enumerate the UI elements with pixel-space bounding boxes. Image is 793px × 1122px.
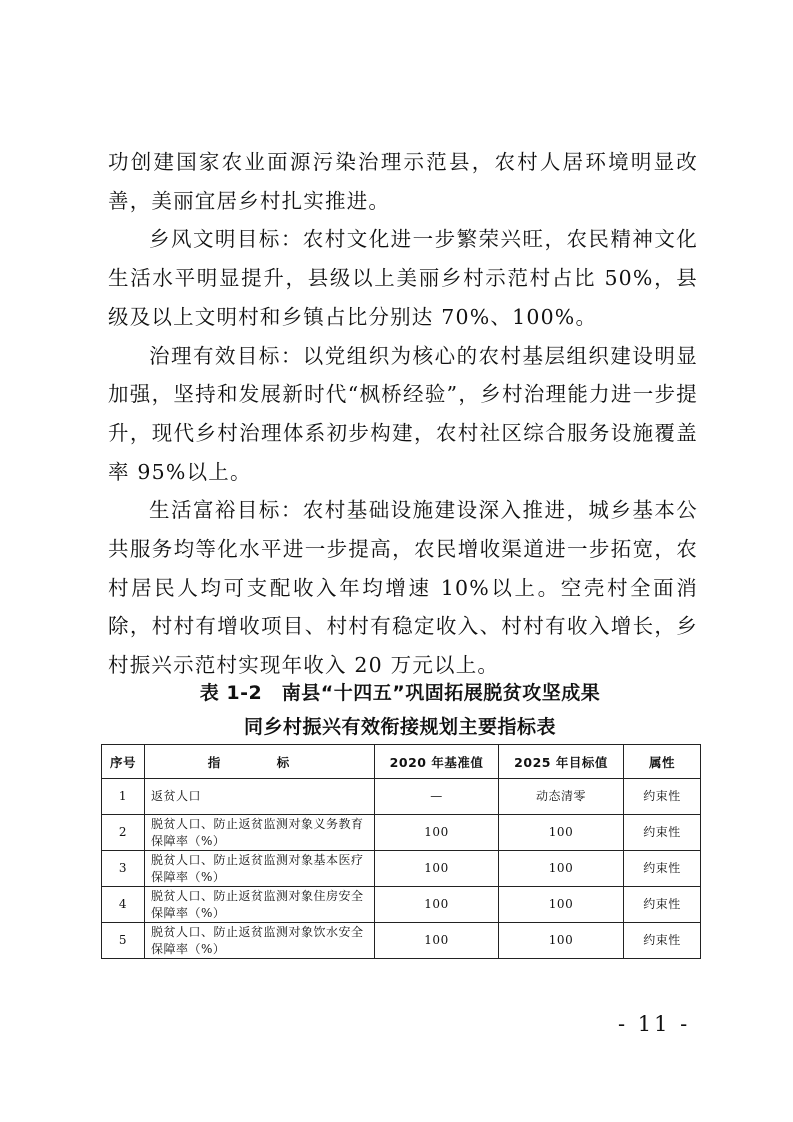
cell-target: 100 [499, 923, 624, 959]
paragraph-governance: 治理有效目标：以党组织为核心的农村基层组织建设明显加强，坚持和发展新时代“枫桥经验”，乡村治理能力进一步提升，现代乡村治理体系初步构建，农村社区综合服务设施覆盖率 95%以上。 [108, 343, 698, 484]
page-number: - 11 - [618, 1012, 691, 1036]
cell-seq: 2 [102, 815, 145, 851]
cell-target: 动态清零 [499, 779, 624, 815]
paragraph-rural-civilization: 乡风文明目标：农村文化进一步繁荣兴旺，农民精神文化生活水平明显提升，县级以上美丽乡村示范村占比 50%，县级及以上文明村和乡镇占比分别达 70%、100%。 [108, 227, 698, 329]
paragraph-prosperity: 生活富裕目标：农村基础设施建设深入推进，城乡基本公共服务均等化水平进一步提高，农民增收渠道进一步拓宽，农村居民人均可支配收入年均增速 10%以上。空壳村全面消除，村村有增收项目、村村有稳定收入、村村有收入增长，乡村振兴示范村实现年收入 20 万元以上。 [108, 498, 698, 678]
cell-indicator: 脱贫人口、防止返贫监测对象住房安全保障率（%） [145, 887, 375, 923]
header-attribute: 属性 [624, 745, 701, 779]
table-header-row [102, 745, 701, 779]
table-row [102, 851, 701, 887]
cell-target: 100 [499, 851, 624, 887]
indicator-table [101, 744, 701, 959]
header-indicator: 指 标 [145, 745, 375, 779]
cell-baseline: — [375, 779, 499, 815]
cell-baseline: 100 [375, 815, 499, 851]
header-baseline-2020: 2020 年基准值 [375, 745, 499, 779]
cell-seq: 5 [102, 923, 145, 959]
header-seq: 序号 [102, 745, 145, 779]
cell-seq: 3 [102, 851, 145, 887]
cell-baseline: 100 [375, 923, 499, 959]
table-title-line1: 表 1-2 南县“十四五”巩固拓展脱贫攻坚成果 [199, 682, 601, 704]
body-text [108, 143, 698, 685]
cell-baseline: 100 [375, 887, 499, 923]
paragraph-continuation: 功创建国家农业面源污染治理示范县，农村人居环境明显改善，美丽宜居乡村扎实推进。 [108, 150, 698, 213]
cell-attribute: 约束性 [624, 779, 701, 815]
cell-seq: 1 [102, 779, 145, 815]
cell-indicator: 返贫人口 [145, 779, 375, 815]
cell-target: 100 [499, 815, 624, 851]
cell-attribute: 约束性 [624, 923, 701, 959]
header-target-2025: 2025 年目标值 [499, 745, 624, 779]
table-title-line2: 同乡村振兴有效衔接规划主要指标表 [243, 716, 556, 738]
cell-indicator: 脱贫人口、防止返贫监测对象义务教育保障率（%） [145, 815, 375, 851]
cell-attribute: 约束性 [624, 851, 701, 887]
cell-baseline: 100 [375, 851, 499, 887]
table-row [102, 923, 701, 959]
cell-attribute: 约束性 [624, 887, 701, 923]
cell-seq: 4 [102, 887, 145, 923]
cell-indicator: 脱贫人口、防止返贫监测对象饮水安全保障率（%） [145, 923, 375, 959]
cell-indicator: 脱贫人口、防止返贫监测对象基本医疗保障率（%） [145, 851, 375, 887]
table-row [102, 887, 701, 923]
table-row [102, 815, 701, 851]
cell-attribute: 约束性 [624, 815, 701, 851]
cell-target: 100 [499, 887, 624, 923]
table-row [102, 779, 701, 815]
